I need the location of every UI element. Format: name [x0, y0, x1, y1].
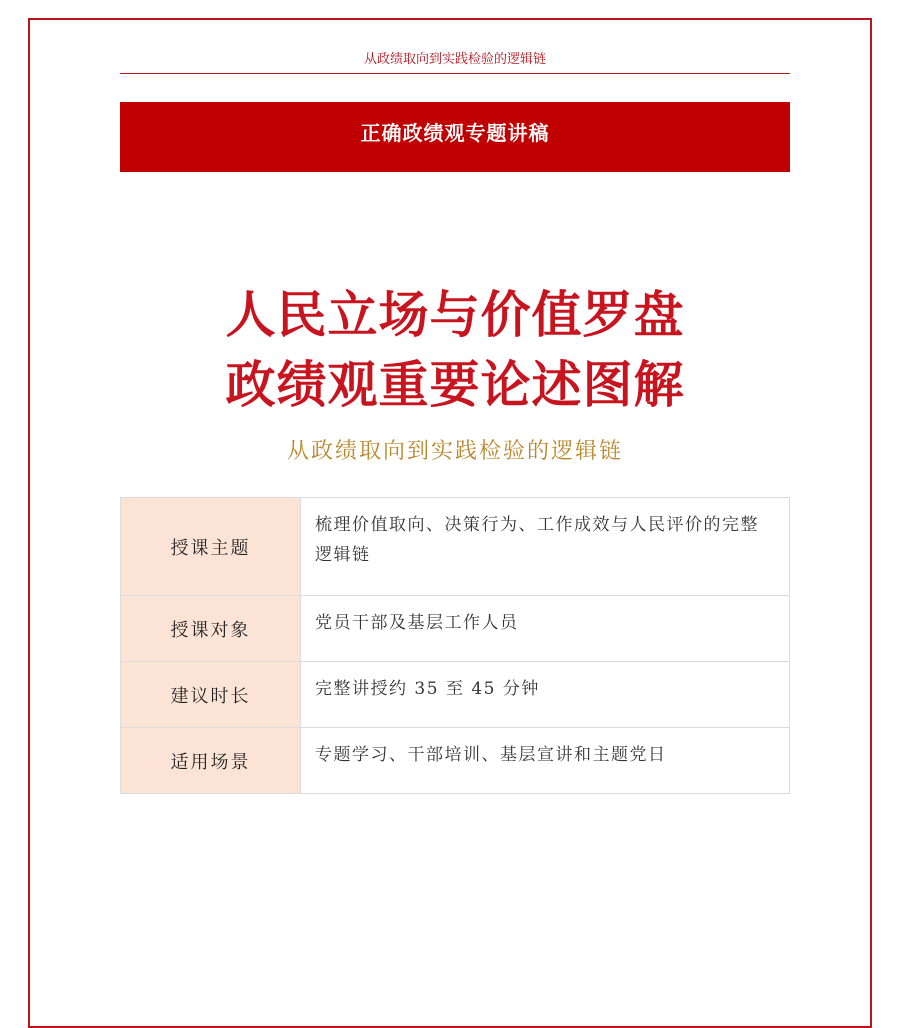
- table-row: [121, 728, 790, 794]
- table-row: [121, 498, 790, 596]
- row-label: 建议时长: [121, 662, 301, 728]
- table-row: [121, 596, 790, 662]
- row-value: 党员干部及基层工作人员: [301, 596, 790, 662]
- row-label: 授课主题: [121, 498, 301, 596]
- topic-banner: [120, 102, 790, 172]
- main-title-line-2: 政绩观重要论述图解: [225, 356, 685, 414]
- running-header: [120, 40, 790, 74]
- running-header-text: 从政绩取向到实践检验的逻辑链: [363, 52, 546, 67]
- row-value: 专题学习、干部培训、基层宣讲和主题党日: [301, 728, 790, 794]
- banner-text: 正确政绩观专题讲稿: [360, 121, 550, 145]
- row-value: 梳理价值取向、决策行为、工作成效与人民评价的完整逻辑链: [301, 498, 790, 596]
- subtitle: 从政绩取向到实践检验的逻辑链: [286, 439, 623, 464]
- row-label: 适用场景: [121, 728, 301, 794]
- course-info-table: [120, 497, 790, 794]
- row-label: 授课对象: [121, 596, 301, 662]
- table-row: [121, 662, 790, 728]
- row-value: 完整讲授约 35 至 45 分钟: [301, 662, 790, 728]
- main-title-line-1: 人民立场与价值罗盘: [225, 286, 685, 344]
- main-title: [120, 280, 790, 420]
